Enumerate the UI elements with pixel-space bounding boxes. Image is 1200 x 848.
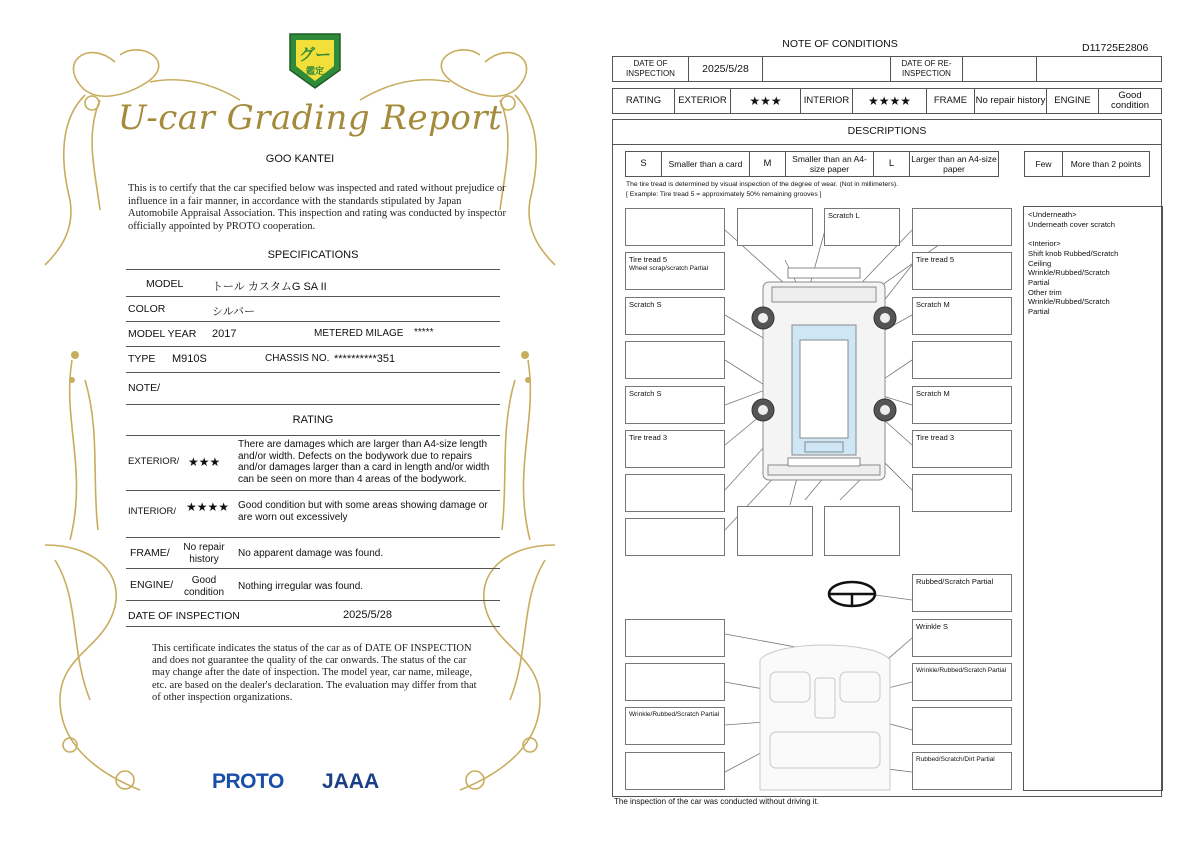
legend-l-text: Larger than an A4-size paper — [911, 153, 997, 174]
inspection-date-value: 2025/5/28 — [343, 609, 392, 621]
note-of-conditions — [600, 0, 1200, 848]
annotation-box — [737, 208, 813, 246]
legend-l: L — [874, 152, 910, 176]
annotation-right-2: Scratch M — [912, 297, 1012, 335]
annotation-left-4: Scratch S — [625, 386, 725, 424]
annotation-box — [625, 208, 725, 246]
frame-label: FRAME — [927, 89, 975, 113]
color-value: シルバー — [212, 306, 255, 318]
annotation-right-4: Scratch M — [912, 386, 1012, 424]
note-title: NOTE OF CONDITIONS — [782, 38, 898, 50]
divider — [126, 568, 500, 569]
tire-note-line-2: [ Example: Tire tread 5 = approximately 50% remaining grooves ] — [626, 190, 822, 198]
engine-label: ENGINE/ — [130, 579, 174, 591]
annotation-text: Wheel scrap/scratch Partial — [629, 265, 709, 272]
model-year-value: 2017 — [212, 328, 237, 340]
exterior-stars: ★★★ — [731, 89, 801, 113]
inspection-date-label: DATE OF INSPECTION — [128, 610, 240, 622]
chassis-value: **********351 — [334, 353, 396, 365]
disclaimer-text: This certificate indicates the status of the car as of DATE OF INSPECTION and does not guarantee the quality of the car onwards. The status of the car may change after the date of inspection. The model year, car name, mileage, etc. are based on the dealer's declaration. The evaluation may differ from that of other inspection organizations. — [152, 643, 477, 703]
annotation-box — [625, 474, 725, 512]
annotation-box — [625, 663, 725, 701]
divider — [126, 269, 500, 270]
exterior-stars: ★★★ — [188, 455, 221, 469]
annotation-box — [737, 506, 813, 556]
exterior-description: There are damages which are larger than A4-size length and/or width. Defects on the bodywork due to repairs and/or damages larger than a card in length and/or width can be seen on more than 4 areas of the bodywork. — [238, 439, 490, 485]
annotation-box — [912, 474, 1012, 512]
footnote: The inspection of the car was conducted without driving it. — [614, 797, 819, 806]
divider — [126, 404, 500, 405]
legend-m: M — [750, 152, 786, 176]
type-value: M910S — [172, 353, 207, 365]
report-subtitle: GOO KANTEI — [265, 153, 335, 165]
model-year-label: MODEL YEAR — [128, 328, 197, 340]
report-title: U-car Grading Report — [117, 98, 503, 138]
metered-milage-label: METERED MILAGE — [314, 328, 404, 339]
interior-label: INTERIOR/ — [128, 506, 177, 517]
annotation-text: Rubbed/Scratch/Dirt Partial — [916, 756, 995, 763]
chassis-label: CHASSIS NO. — [265, 353, 330, 364]
document-id: D11725E2806 — [1082, 42, 1149, 54]
additional-notes: <Underneath> Underneath cover scratch <Interior> Shift knob Rubbed/Scratch Ceiling Wrinkle/Rubbed/Scratch Partial Other trim Wrinkle/Rubbed/Scratch Partial — [1023, 206, 1163, 791]
steering-wheel-icon — [829, 582, 875, 606]
legend-m-text: Smaller than an A4-size paper — [786, 152, 874, 176]
annotation-text: Wrinkle/Rubbed/Scratch Partial — [916, 667, 1007, 674]
legend-s: S — [626, 152, 662, 176]
model-value: トール カスタムG SA II — [212, 281, 327, 293]
frame-label: FRAME/ — [130, 547, 170, 559]
divider — [126, 626, 500, 627]
divider — [126, 346, 500, 347]
jaaa-logo: JAAA — [322, 770, 380, 793]
annotation-box — [625, 518, 725, 556]
interior-label: INTERIOR — [801, 89, 853, 113]
annotation-box — [912, 341, 1012, 379]
annotation-box — [912, 707, 1012, 745]
annotation-right-5: Tire tread 3 — [912, 430, 1012, 468]
annotation-box — [912, 208, 1012, 246]
annotation-text: Wrinkle/Rubbed/Scratch Partial — [629, 711, 720, 718]
legend-few-text: More than 2 points — [1070, 158, 1142, 169]
rating-label: RATING — [613, 89, 675, 113]
divider — [126, 321, 500, 322]
divider — [126, 537, 500, 538]
divider — [126, 296, 500, 297]
svg-text:鑑定: 鑑定 — [305, 67, 325, 77]
interior-stars: ★★★★ — [853, 89, 927, 113]
proto-logo: PROTO — [212, 770, 284, 793]
color-label: COLOR — [128, 303, 166, 315]
divider — [126, 435, 500, 436]
descriptions-heading: DESCRIPTIONS — [847, 125, 927, 137]
metered-milage-value: ***** — [414, 327, 434, 338]
annotation-top-mid: Scratch L — [824, 208, 900, 246]
frame-value: No repair history — [183, 542, 225, 565]
engine-value: Good condition — [183, 575, 225, 598]
note-label: NOTE/ — [128, 382, 161, 394]
goo-kantei-badge-logo — [288, 32, 342, 90]
type-label: TYPE — [128, 353, 156, 365]
annotation-right-1: Tire tread 5 — [912, 252, 1012, 290]
divider — [126, 372, 500, 373]
date-of-inspection-value: 2025/5/28 — [689, 57, 763, 81]
interior-stars: ★★★★ — [186, 500, 230, 514]
specifications-heading: SPECIFICATIONS — [267, 249, 359, 261]
rating-heading: RATING — [292, 414, 334, 426]
annotation-box — [625, 752, 725, 790]
annotation-steering: Rubbed/Scratch Partial — [912, 574, 1012, 612]
certification-statement: This is to certify that the car specified below was inspected and rated without prejudice or influence in a fair manner, in accordance with the standards stipulated by Japan Automobile Appraisal Association. This inspection and rating was conducted by inspector officially appointed by PROTO cooperation. — [128, 183, 507, 232]
annotation-int-l3 — [625, 707, 725, 745]
annotation-int-r2 — [912, 663, 1012, 701]
annotation-int-r1: Wrinkle S — [912, 619, 1012, 657]
annotation-left-5: Tire tread 3 — [625, 430, 725, 468]
annotation-box — [824, 506, 900, 556]
exterior-label: EXTERIOR/ — [128, 456, 180, 467]
legend-few: Few — [1025, 152, 1063, 176]
annotation-text: Tire tread 5 — [629, 255, 668, 264]
divider — [126, 600, 500, 601]
exterior-label: EXTERIOR — [675, 89, 731, 113]
svg-text:グー: グー — [298, 45, 332, 64]
re-inspection-label: DATE OF RE-INSPECTION — [891, 57, 963, 81]
divider — [126, 490, 500, 491]
frame-value: No repair history — [975, 89, 1047, 113]
annotation-left-2: Scratch S — [625, 297, 725, 335]
frame-description: No apparent damage was found. — [238, 548, 384, 559]
annotation-box — [625, 619, 725, 657]
model-label: MODEL — [146, 278, 184, 290]
annotation-int-r4 — [912, 752, 1012, 790]
legend-s-text: Smaller than a card — [662, 152, 750, 176]
date-of-inspection-label: DATE OF INSPECTION — [613, 57, 689, 81]
interior-description: Good condition but with some areas showing damage or are worn out excessively — [238, 500, 488, 523]
engine-label: ENGINE — [1047, 89, 1099, 113]
annotation-left-1 — [625, 252, 725, 290]
engine-description: Nothing irregular was found. — [238, 581, 364, 592]
tire-note-line-1: The tire tread is determined by visual inspection of the degree of wear. (Not in millimeters). — [626, 181, 898, 188]
engine-value: Good condition — [1110, 89, 1150, 111]
annotation-box — [625, 341, 725, 379]
